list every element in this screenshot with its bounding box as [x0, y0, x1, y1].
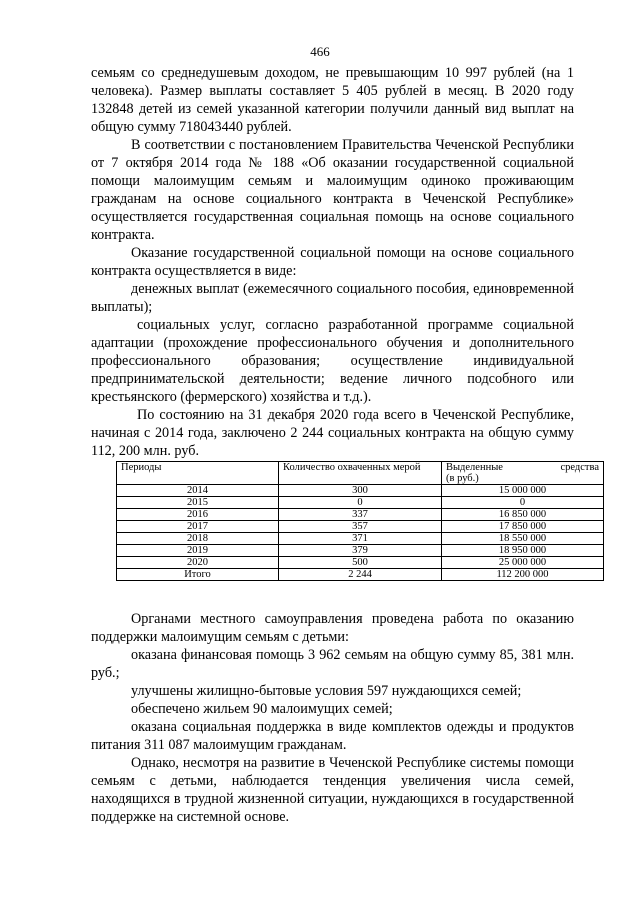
- cell-period: 2018: [117, 533, 279, 545]
- header-allocated-a: Выделенные: [446, 462, 503, 473]
- table-row: [117, 497, 604, 509]
- text-block-bottom: [91, 610, 574, 826]
- cell-period: 2019: [117, 545, 279, 557]
- header-allocated: [442, 462, 604, 485]
- cell-allocated: 16 850 000: [442, 509, 604, 521]
- paragraph: В соответствии с постановлением Правительства Чеченской Республики от 7 октября 2014 года № 188 «Об оказании государственной социальной помощи малоимущим семьям и малоимущим одиноко проживающим гражданам на основе социального контракта в Чеченской Республике» осуществляется государственная социальная помощь на основе социального контракта.: [91, 137, 574, 243]
- table-row: [117, 569, 604, 581]
- cell-allocated: 25 000 000: [442, 557, 604, 569]
- paragraph: оказана социальная поддержка в виде комплектов одежды и продуктов питания 311 087 малоимущим гражданам.: [91, 719, 574, 753]
- paragraph: социальных услуг, согласно разработанной программе социальной адаптации (прохождение профессионального обучения и дополнительного профессионального образования; осуществление индивидуальной предпринимательской деятельности; ведение личного подсобного или крестьянского (фермерского) хозяйства и т.д.).: [91, 317, 574, 405]
- cell-period: 2014: [117, 485, 279, 497]
- page-number: 466: [310, 44, 330, 59]
- cell-period: 2015: [117, 497, 279, 509]
- header-covered: Количество охваченных мерой: [279, 462, 442, 485]
- paragraph: оказана финансовая помощь 3 962 семьям на общую сумму 85, 381 млн. руб.;: [91, 647, 574, 681]
- table-row: [117, 521, 604, 533]
- cell-allocated: 18 550 000: [442, 533, 604, 545]
- cell-period: 2016: [117, 509, 279, 521]
- cell-period: 2020: [117, 557, 279, 569]
- header-allocated-c: (в руб.): [446, 473, 479, 484]
- table-header-row: [117, 462, 604, 485]
- paragraph: По состоянию на 31 декабря 2020 года всего в Чеченской Республике, начиная с 2014 года, заключено 2 244 социальных контракта на общую сумму 112, 200 млн. руб.: [91, 407, 574, 459]
- cell-covered: 300: [279, 485, 442, 497]
- text-block-top: [91, 64, 574, 460]
- cell-covered: 0: [279, 497, 442, 509]
- cell-allocated: 112 200 000: [442, 569, 604, 581]
- cell-covered: 337: [279, 509, 442, 521]
- cell-covered: 357: [279, 521, 442, 533]
- paragraph: Органами местного самоуправления проведена работа по оказанию поддержки малоимущим семьям с детьми:: [91, 611, 574, 645]
- paragraph: улучшены жилищно-бытовые условия 597 нуждающихся семей;: [131, 683, 522, 699]
- paragraph: денежных выплат (ежемесячного социального пособия, единовременной выплаты);: [91, 281, 574, 315]
- contracts-table: [116, 461, 604, 581]
- paragraph: Однако, несмотря на развитие в Чеченской Республике системы помощи семьям с детьми, наблюдается тенденция увеличения числа семей, находящихся в трудной жизненной ситуации, нуждающихся в государственной поддержке на системной основе.: [91, 755, 574, 825]
- cell-covered: 500: [279, 557, 442, 569]
- cell-period: Итого: [117, 569, 279, 581]
- paragraph: обеспечено жильем 90 малоимущих семей;: [131, 701, 393, 717]
- cell-covered: 2 244: [279, 569, 442, 581]
- cell-allocated: 15 000 000: [442, 485, 604, 497]
- table-row: [117, 509, 604, 521]
- table-row: [117, 485, 604, 497]
- table-row: [117, 533, 604, 545]
- paragraph: Оказание государственной социальной помощи на основе социального контракта осуществляется в виде:: [91, 245, 574, 279]
- cell-covered: 379: [279, 545, 442, 557]
- table-row: [117, 545, 604, 557]
- header-allocated-b: средства: [560, 462, 599, 473]
- cell-period: 2017: [117, 521, 279, 533]
- table-row: [117, 557, 604, 569]
- header-period: Периоды: [117, 462, 279, 485]
- paragraph: семьям со среднедушевым доходом, не превышающим 10 997 рублей (на 1 человека). Размер выплаты составляет 5 405 рублей в месяц. В 2020 году 132848 детей из семей указанной категории получили данный вид выплат на общую сумму 718043440 рублей.: [91, 65, 574, 135]
- cell-covered: 371: [279, 533, 442, 545]
- cell-allocated: 0: [442, 497, 604, 509]
- cell-allocated: 18 950 000: [442, 545, 604, 557]
- cell-allocated: 17 850 000: [442, 521, 604, 533]
